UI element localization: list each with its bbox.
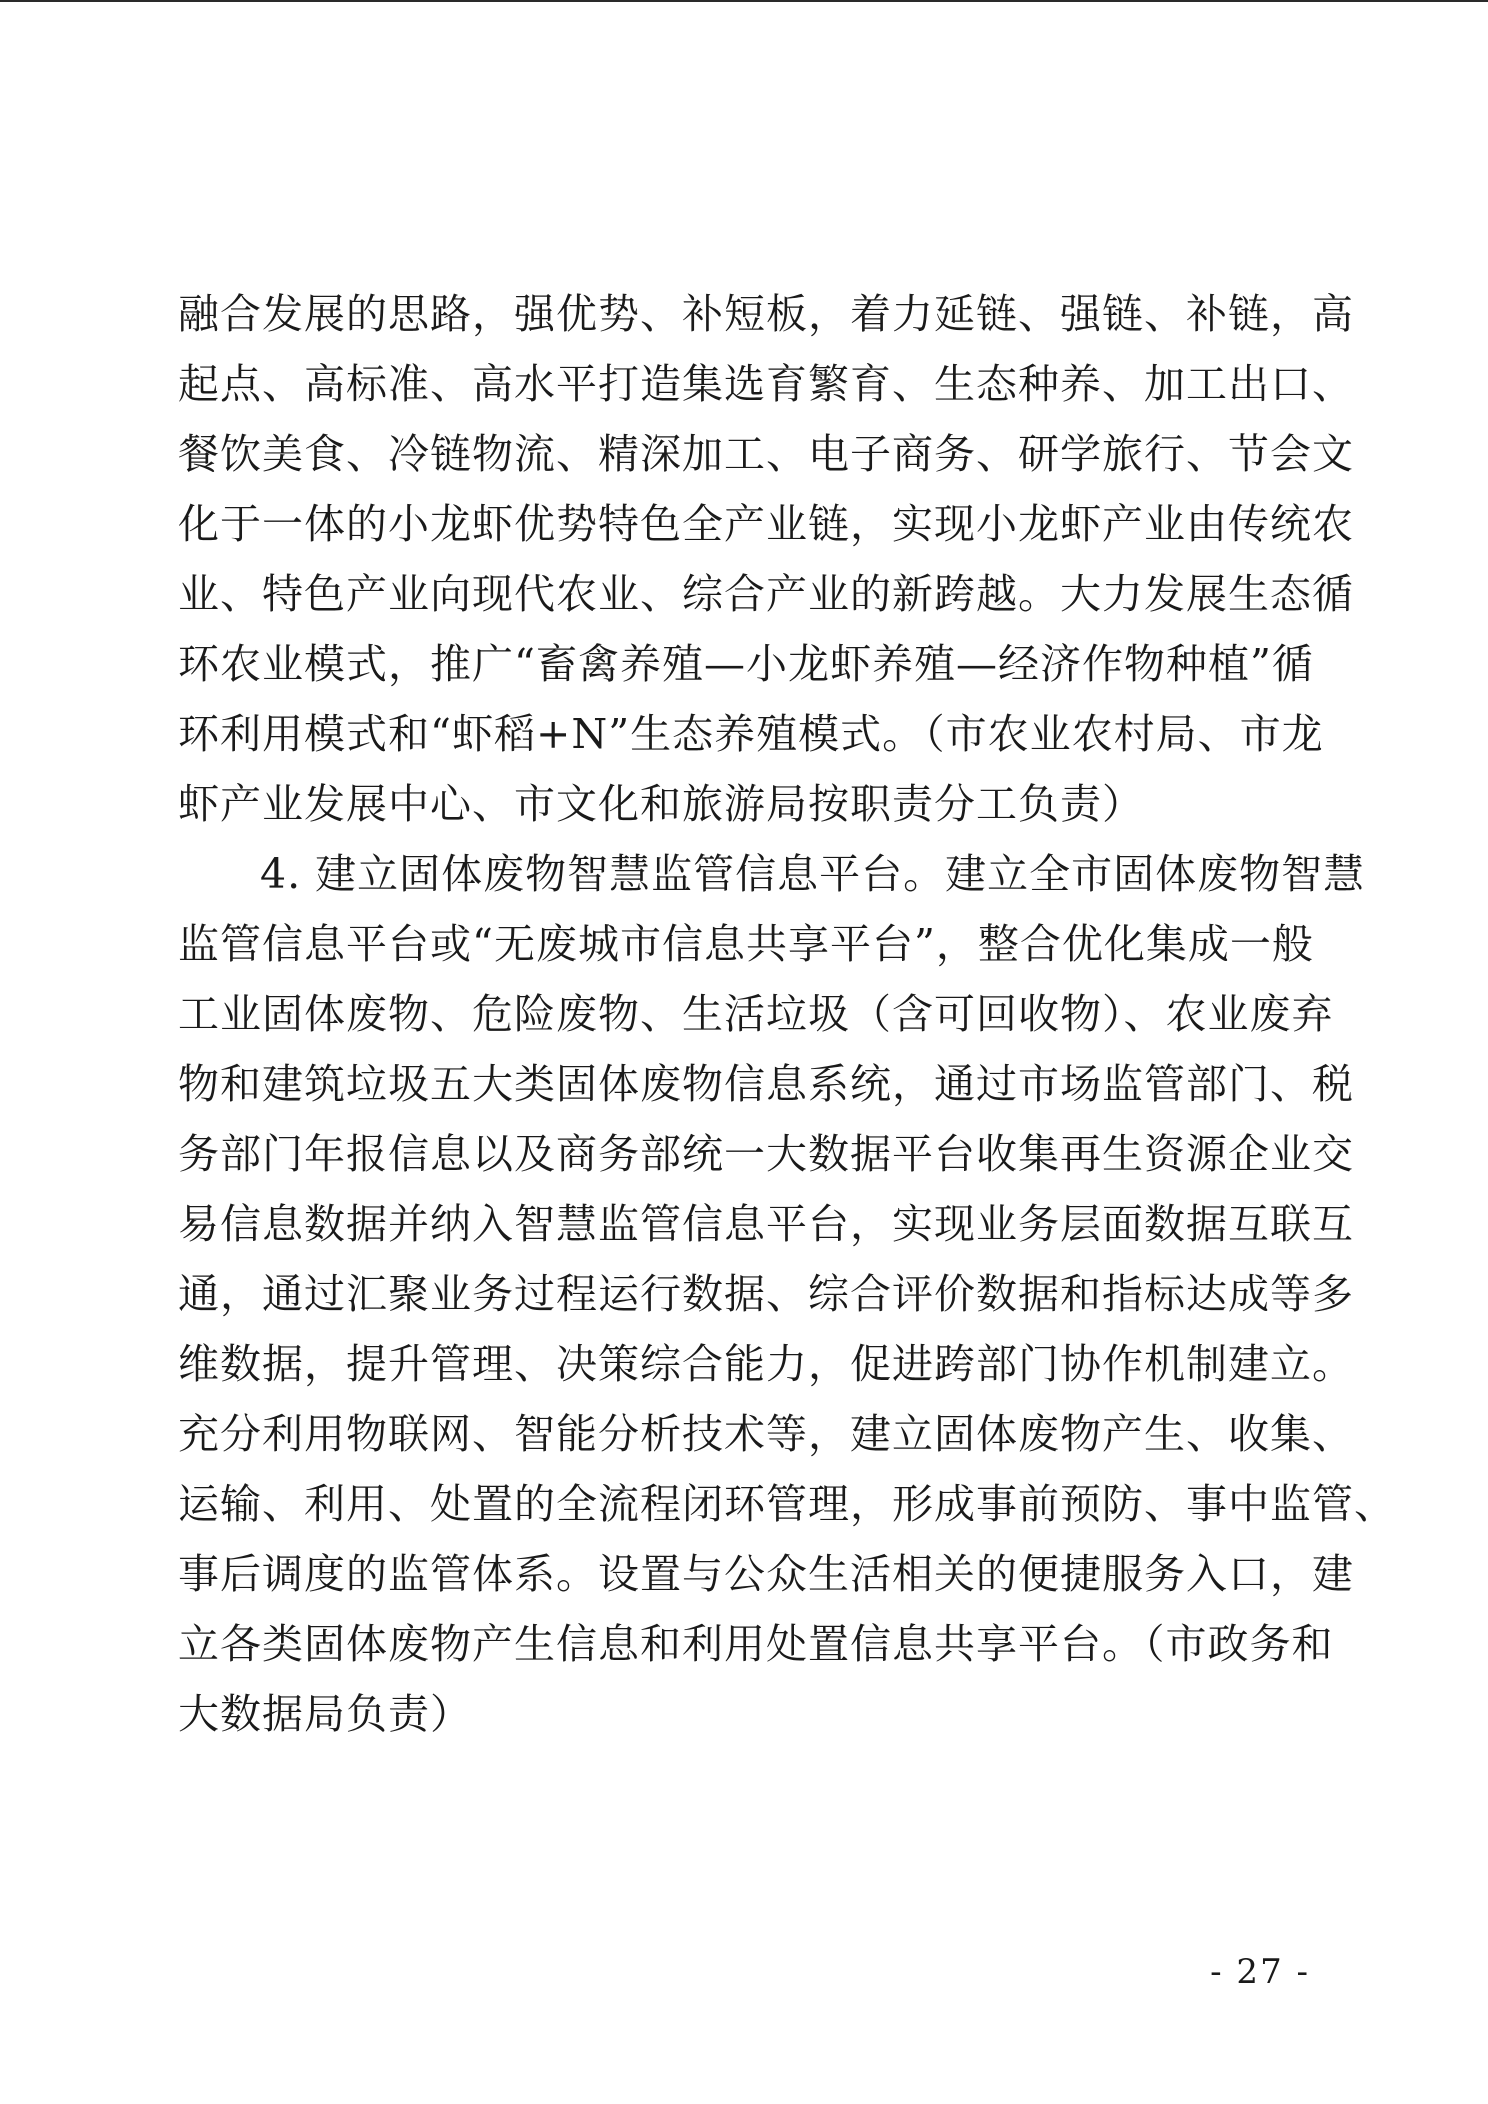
text-line: 维数据，提升管理、决策综合能力，促进跨部门协作机制建立。 bbox=[178, 1340, 1354, 1388]
text-line: 餐饮美食、冷链物流、精深加工、电子商务、研学旅行、节会文 bbox=[178, 430, 1354, 478]
text-line: 物和建筑垃圾五大类固体废物信息系统，通过市场监管部门、税 bbox=[178, 1060, 1354, 1108]
item-heading-line: 4. 建立固体废物智慧监管信息平台。建立全市固体废物智慧 bbox=[260, 850, 1366, 898]
text-line: 工业固体废物、危险废物、生活垃圾（含可回收物）、农业废弃 bbox=[178, 990, 1334, 1038]
text-line: 事后调度的监管体系。设置与公众生活相关的便捷服务入口，建 bbox=[178, 1550, 1354, 1598]
text-line: 业、特色产业向现代农业、综合产业的新跨越。大力发展生态循 bbox=[178, 570, 1354, 618]
top-border-line bbox=[0, 0, 1488, 2]
text-line: 充分利用物联网、智能分析技术等，建立固体废物产生、收集、 bbox=[178, 1410, 1354, 1458]
text-line: 环农业模式，推广“畜禽养殖—小龙虾养殖—经济作物种植”循 bbox=[178, 640, 1314, 688]
text-line: 通，通过汇聚业务过程运行数据、综合评价数据和指标达成等多 bbox=[178, 1270, 1354, 1318]
text-line: 立各类固体废物产生信息和利用处置信息共享平台。（市政务和 bbox=[178, 1620, 1334, 1668]
text-line: 易信息数据并纳入智慧监管信息平台，实现业务层面数据互联互 bbox=[178, 1200, 1354, 1248]
text-line: 虾产业发展中心、市文化和旅游局按职责分工负责） bbox=[178, 780, 1144, 828]
paragraph-crayfish-industry-chain bbox=[178, 279, 1354, 839]
document-body bbox=[178, 279, 1396, 1749]
text-line: 务部门年报信息以及商务部统一大数据平台收集再生资源企业交 bbox=[178, 1130, 1354, 1178]
paragraph-item-4-solid-waste-platform bbox=[178, 839, 1396, 1749]
page-number: - 27 - bbox=[1210, 1952, 1310, 1992]
text-line: 环利用模式和“虾稻+N”生态养殖模式。（市农业农村局、市龙 bbox=[178, 710, 1324, 758]
text-line: 监管信息平台或“无废城市信息共享平台”，整合优化集成一般 bbox=[178, 920, 1314, 968]
text-line: 起点、高标准、高水平打造集选育繁育、生态种养、加工出口、 bbox=[178, 360, 1354, 408]
text-line: 运输、利用、处置的全流程闭环管理，形成事前预防、事中监管、 bbox=[178, 1480, 1396, 1528]
text-line: 大数据局负责） bbox=[178, 1690, 472, 1738]
text-line: 融合发展的思路，强优势、补短板，着力延链、强链、补链，高 bbox=[178, 290, 1354, 338]
text-line: 化于一体的小龙虾优势特色全产业链，实现小龙虾产业由传统农 bbox=[178, 500, 1354, 548]
